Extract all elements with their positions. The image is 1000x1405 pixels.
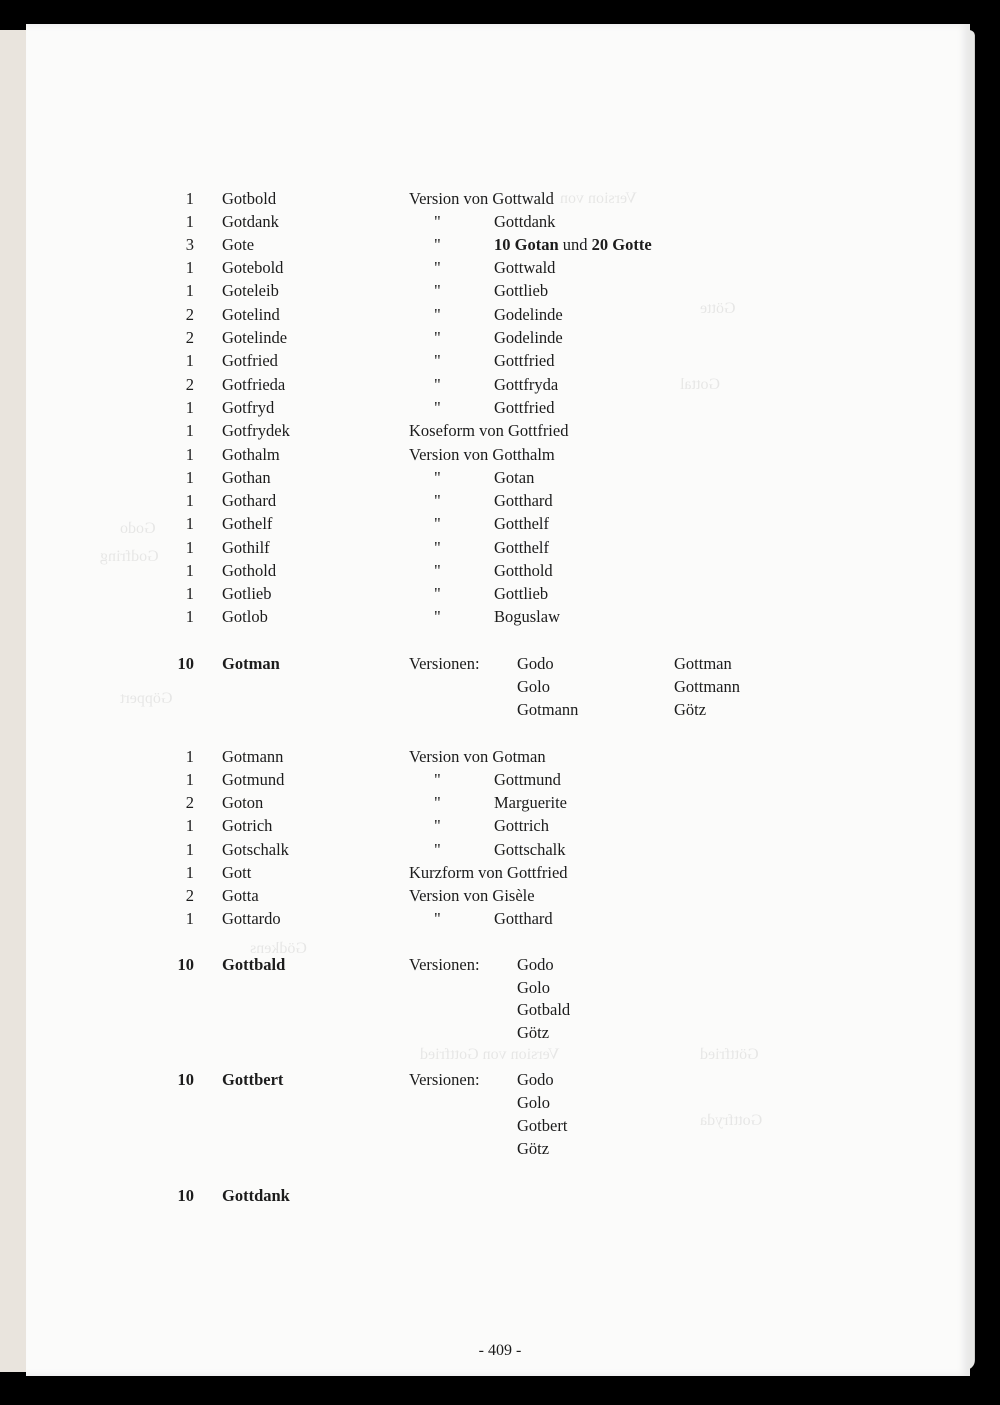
version-value: Gotbald	[517, 1000, 571, 1019]
entry-count: 1	[185, 863, 194, 882]
version-value: Godo	[517, 1070, 554, 1089]
ditto-mark: "	[434, 468, 441, 487]
list-item-versions	[0, 1115, 1000, 1137]
entry-name: Gotebold	[222, 258, 284, 277]
entry-name: Gottbert	[222, 1070, 284, 1089]
list-item-versions	[0, 1069, 1000, 1091]
page-number: - 409 -	[478, 1342, 522, 1359]
list-item	[0, 420, 1000, 442]
entry-count: 10	[177, 1186, 194, 1205]
entry-name: Gotfrydek	[222, 421, 290, 440]
entry-count: 1	[185, 189, 194, 208]
target-part: und	[558, 235, 592, 254]
entry-target	[494, 234, 652, 256]
entry-name: Gote	[222, 235, 255, 254]
list-item	[0, 327, 1000, 349]
entry-target: Gottwald	[494, 258, 556, 277]
ditto-mark: "	[434, 258, 441, 277]
entry-target: Gottschalk	[494, 840, 566, 859]
list-item-versions	[0, 954, 1000, 976]
list-item	[0, 908, 1000, 930]
entry-target: Godelinde	[494, 328, 563, 347]
ditto-mark: "	[434, 607, 441, 626]
list-item-versions	[0, 999, 1000, 1021]
list-item	[0, 467, 1000, 489]
entry-target: Gotthelf	[494, 514, 549, 533]
ditto-mark: "	[434, 305, 441, 324]
entry-name: Gotbold	[222, 189, 277, 208]
entry-description: Kurzform von Gottfried	[409, 863, 568, 882]
list-item	[0, 397, 1000, 419]
entry-name: Gottbald	[222, 955, 286, 974]
ditto-mark: "	[434, 328, 441, 347]
entry-count: 1	[185, 538, 194, 557]
version-value: Godo	[517, 654, 554, 673]
list-item	[0, 606, 1000, 628]
entry-name: Gotfried	[222, 351, 278, 370]
list-item	[0, 537, 1000, 559]
entry-name: Gotelinde	[222, 328, 288, 347]
list-item-versions	[0, 1092, 1000, 1114]
list-item	[0, 188, 1000, 210]
list-item	[0, 815, 1000, 837]
entry-name: Gothalm	[222, 445, 280, 464]
list-item-versions	[0, 1138, 1000, 1160]
entry-count: 1	[185, 445, 194, 464]
entry-name: Gothan	[222, 468, 271, 487]
entry-count: 2	[185, 305, 194, 324]
ditto-mark: "	[434, 909, 441, 928]
entry-target: Gotan	[494, 468, 535, 487]
list-item	[0, 862, 1000, 884]
version-value: Gottman	[674, 654, 732, 673]
ditto-mark: "	[434, 561, 441, 580]
list-item	[0, 350, 1000, 372]
list-item	[0, 885, 1000, 907]
entry-description: Version von Gottwald	[409, 189, 554, 208]
list-item-versions	[0, 653, 1000, 675]
ditto-mark: "	[434, 514, 441, 533]
entry-count: 1	[185, 351, 194, 370]
version-value: Götz	[517, 1139, 550, 1158]
ditto-mark: "	[434, 212, 441, 231]
entry-count: 1	[185, 816, 194, 835]
entry-name: Gothilf	[222, 538, 270, 557]
entry-name: Gothelf	[222, 514, 273, 533]
entry-count: 10	[177, 654, 194, 673]
entry-name: Gotlieb	[222, 584, 272, 603]
entry-name: Gotman	[222, 654, 280, 673]
entry-name: Gotta	[222, 886, 259, 905]
versions-label: Versionen:	[409, 955, 480, 974]
entry-target: Gottlieb	[494, 584, 549, 603]
entry-target: Godelinde	[494, 305, 563, 324]
entry-count: 1	[185, 584, 194, 603]
list-item-versions	[0, 977, 1000, 999]
ditto-mark: "	[434, 793, 441, 812]
entry-count: 1	[185, 770, 194, 789]
entry-description: Version von Gotthalm	[409, 445, 555, 464]
version-value: Golo	[517, 1093, 550, 1112]
ditto-mark: "	[434, 281, 441, 300]
entry-count: 2	[185, 793, 194, 812]
list-item	[0, 490, 1000, 512]
list-item	[0, 792, 1000, 814]
ditto-mark: "	[434, 816, 441, 835]
entry-target: Gottfryda	[494, 375, 559, 394]
entry-target: Gottlieb	[494, 281, 549, 300]
entry-target: Gottfried	[494, 351, 555, 370]
entry-count: 1	[185, 561, 194, 580]
entry-name: Gottardo	[222, 909, 281, 928]
entry-count: 1	[185, 840, 194, 859]
entry-name: Gotschalk	[222, 840, 289, 859]
ditto-mark: "	[434, 584, 441, 603]
entry-count: 2	[185, 375, 194, 394]
list-item	[0, 211, 1000, 233]
list-item-versions	[0, 1022, 1000, 1044]
entry-count: 1	[185, 421, 194, 440]
entry-name: Goteleib	[222, 281, 279, 300]
entry-count: 10	[177, 1070, 194, 1089]
entry-count: 10	[177, 955, 194, 974]
entry-count: 1	[185, 514, 194, 533]
version-value: Golo	[517, 978, 550, 997]
entry-target: Gottfried	[494, 398, 555, 417]
list-item-versions	[0, 676, 1000, 698]
entry-target: Gotthard	[494, 909, 553, 928]
entry-name: Gothard	[222, 491, 277, 510]
ditto-mark: "	[434, 840, 441, 859]
entry-target: Gotthold	[494, 561, 553, 580]
entry-name: Gotelind	[222, 305, 280, 324]
entry-name: Goton	[222, 793, 264, 812]
version-value: Golo	[517, 677, 550, 696]
list-item	[0, 769, 1000, 791]
entry-name: Gotdank	[222, 212, 279, 231]
ditto-mark: "	[434, 398, 441, 417]
list-item	[0, 280, 1000, 302]
entry-target: Marguerite	[494, 793, 568, 812]
list-item	[0, 839, 1000, 861]
entry-name: Gotfrieda	[222, 375, 286, 394]
entry-count: 1	[185, 468, 194, 487]
ditto-mark: "	[434, 538, 441, 557]
list-item	[0, 746, 1000, 768]
list-item	[0, 583, 1000, 605]
list-item	[0, 234, 1000, 256]
version-value: Götz	[517, 1023, 550, 1042]
entry-count: 1	[185, 747, 194, 766]
entry-count: 1	[185, 258, 194, 277]
versions-label: Versionen:	[409, 1070, 480, 1089]
version-value: Gotbert	[517, 1116, 568, 1135]
entry-name: Gott	[222, 863, 252, 882]
entry-count: 2	[185, 328, 194, 347]
entry-target: Gottmund	[494, 770, 561, 789]
version-value: Gotmann	[517, 700, 579, 719]
ditto-mark: "	[434, 770, 441, 789]
entry-name: Gothold	[222, 561, 277, 580]
entry-name: Gotlob	[222, 607, 268, 626]
entry-target: Boguslaw	[494, 607, 560, 626]
entry-description: Version von Gisèle	[409, 886, 535, 905]
ditto-mark: "	[434, 235, 441, 254]
entry-count: 1	[185, 212, 194, 231]
version-value: Gottmann	[674, 677, 740, 696]
entry-name: Gotrich	[222, 816, 273, 835]
entry-name: Gotmann	[222, 747, 284, 766]
list-item	[0, 304, 1000, 326]
ditto-mark: "	[434, 491, 441, 510]
entry-target: Gotthelf	[494, 538, 549, 557]
entry-count: 1	[185, 281, 194, 300]
ditto-mark: "	[434, 351, 441, 370]
target-part-bold: 20 Gotte	[591, 235, 652, 254]
entry-target: Gottdank	[494, 212, 556, 231]
entry-count: 1	[185, 607, 194, 626]
entry-description: Koseform von Gottfried	[409, 421, 569, 440]
entry-description: Version von Gotman	[409, 747, 546, 766]
versions-label: Versionen:	[409, 654, 480, 673]
ditto-mark: "	[434, 375, 441, 394]
entry-name: Gottdank	[222, 1186, 290, 1205]
entry-count: 1	[185, 491, 194, 510]
entry-name: Gotfryd	[222, 398, 275, 417]
list-item	[0, 444, 1000, 466]
entry-name: Gotmund	[222, 770, 285, 789]
list-item	[0, 1185, 1000, 1207]
target-part-bold: 10 Gotan	[494, 235, 559, 254]
entry-count: 2	[185, 886, 194, 905]
list-item	[0, 257, 1000, 279]
version-value: Götz	[674, 700, 707, 719]
entry-target: Gottrich	[494, 816, 549, 835]
list-item	[0, 560, 1000, 582]
list-item	[0, 374, 1000, 396]
entry-target: Gotthard	[494, 491, 553, 510]
list-item-versions	[0, 699, 1000, 721]
entry-count: 1	[185, 909, 194, 928]
entry-count: 3	[185, 235, 194, 254]
entry-count: 1	[185, 398, 194, 417]
list-item	[0, 513, 1000, 535]
version-value: Godo	[517, 955, 554, 974]
